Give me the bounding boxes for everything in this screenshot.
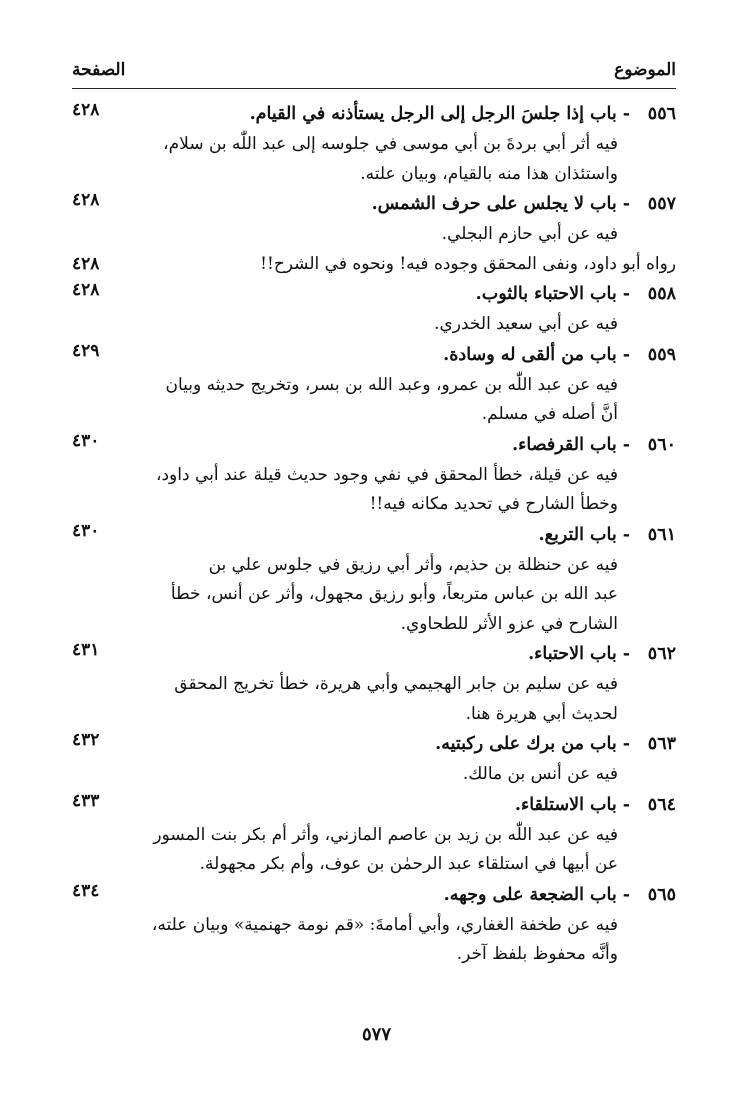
entry-description-line: فيه عن قيلة، خطأ المحقق في نفي وجود حديث قيلة عند أبي داود، — [155, 464, 618, 485]
entry-description-line: فيه عن طخفة الغفاري، وأبي أمامةَ: «قم نومة جهنمية» وبيان علته، — [151, 914, 618, 935]
index-entry — [72, 430, 676, 520]
index-page — [72, 52, 676, 1052]
entry-title: باب القرفصاء. — [512, 434, 617, 455]
entry-dash: - — [622, 644, 630, 664]
entry-title-line — [72, 790, 676, 821]
index-entry — [72, 639, 676, 729]
entry-number: ٥٦١ — [647, 524, 676, 545]
entry-description-line: وخطأ الشارح في تحديد مكانه فيه!! — [369, 494, 618, 514]
entry-title-line — [72, 99, 676, 130]
index-entry — [72, 880, 676, 970]
entry-title: باب الاحتباء بالثوب. — [475, 284, 617, 304]
entry-description-line: فيه عن سليم بن جابر الهجيمي وأبي هريرة، خطأ تخريج المحقق — [174, 674, 618, 694]
entry-number: ٥٥٧ — [647, 194, 676, 214]
index-entry — [72, 790, 676, 880]
entry-description-line: فيه عن حنظلة بن حذيم، وأثر أبي رزيق في جلوس علي بن — [208, 554, 618, 575]
entry-number: ٥٦٥ — [647, 884, 676, 905]
entry-description-line: الشارح في عزو الأثر للطحاوي. — [400, 613, 618, 634]
entry-dash: - — [622, 734, 630, 754]
entry-title-line — [72, 520, 676, 551]
entry-description-line: فيه عن عبد اللّٰه بن زيد بن عاصم المازني، وأثر أم بكر بنت المسور — [153, 824, 618, 845]
entry-dash: - — [622, 524, 630, 545]
index-entry — [72, 340, 676, 430]
entry-page-number: ٤٣٢ — [72, 730, 100, 750]
entry-title: باب لا يجلس على حرف الشمس. — [371, 194, 617, 214]
entry-page-number: ٤٣٣ — [72, 790, 100, 811]
entry-page-number: ٤٣٠ — [72, 430, 100, 451]
entry-title-line — [72, 189, 676, 220]
entry-description-line: فيه عن أبي حازم البجلي. — [441, 224, 618, 244]
entry-description-line: فيه عن أبي سعيد الخدري. — [434, 314, 618, 334]
entry-page-number: ٤٢٨ — [72, 100, 100, 120]
index-entry — [72, 99, 676, 189]
index-entry — [72, 279, 676, 340]
entry-note-text: رواه أبو داود، ونفى المحقق وجوده فيه! ونحوه في الشرح!! — [260, 253, 676, 274]
entry-title: باب الضجعة على وجهه. — [443, 884, 617, 905]
index-entries — [72, 99, 676, 970]
entry-page-number: ٤٣٠ — [72, 520, 100, 541]
entry-number: ٥٦٢ — [647, 644, 676, 664]
entry-dash: - — [622, 884, 630, 905]
entry-page-number: ٤٣٤ — [72, 880, 100, 901]
entry-number: ٥٦٣ — [647, 734, 676, 754]
entry-page-number: ٤٢٩ — [72, 340, 100, 361]
entry-title: باب من برك على ركبتيه. — [435, 734, 617, 754]
entry-dash: - — [622, 284, 630, 304]
entry-title-line — [72, 279, 676, 310]
entry-dash: - — [622, 344, 630, 365]
index-entry — [72, 729, 676, 790]
entry-page-number: ٤٢٨ — [72, 280, 100, 300]
entry-title: باب إذا جلسَ الرجل إلى الرجل يستأذنه في القيام. — [249, 104, 617, 124]
entry-number: ٥٥٨ — [647, 284, 676, 304]
entry-title-line — [72, 639, 676, 670]
entry-description-line: واستئذان هذا منه بالقيام، وبيان علته. — [360, 163, 618, 184]
entry-note-line — [72, 250, 676, 280]
entry-dash: - — [622, 194, 630, 214]
page-column-label: الصفحة — [72, 60, 126, 80]
page-number: ٥٧٧ — [361, 1024, 391, 1045]
entry-number: ٥٦٠ — [647, 434, 676, 455]
entry-description-line: وأنَّه محفوظ بلفظ آخر. — [456, 944, 618, 964]
entry-title-line — [72, 880, 676, 911]
entry-dash: - — [622, 104, 630, 124]
entry-title: باب الاحتباء. — [528, 644, 617, 664]
entry-title-line — [72, 729, 676, 760]
entry-title-line — [72, 430, 676, 461]
index-entry — [72, 520, 676, 640]
entry-title: باب من ألقى له وسادة. — [443, 344, 617, 365]
entry-number: ٥٥٩ — [647, 344, 676, 365]
entry-description-line: لحديث أبي هريرة هنا. — [465, 703, 618, 724]
entry-description-line: عن أبيها في استلقاء عبد الرحمٰن بن عوف، وأم بكر مجهولة. — [199, 854, 618, 874]
entry-description-line: أنَّ أصله في مسلم. — [481, 404, 618, 424]
entry-note-page-number: ٤٢٨ — [72, 253, 100, 274]
index-entry — [72, 189, 676, 279]
entry-dash: - — [622, 794, 630, 815]
entry-title: باب التربع. — [538, 524, 617, 545]
entry-description-line: فيه عن أنس بن مالك. — [462, 764, 618, 784]
entry-title-line — [72, 340, 676, 371]
entry-dash: - — [622, 434, 630, 455]
topic-column-label: الموضوع — [614, 60, 676, 80]
entry-page-number: ٤٢٨ — [72, 190, 100, 210]
entry-description-line: فيه عن عبد اللّٰه بن عمرو، وعبد الله بن بسر، وتخريج حديثه وبيان — [165, 374, 618, 395]
entry-number: ٥٦٤ — [647, 794, 676, 815]
entry-number: ٥٥٦ — [647, 104, 676, 124]
entry-title: باب الاستلقاء. — [514, 794, 617, 815]
entry-description-line: عبد الله بن عباس متربعاً، وأبو رزيق مجهول، وأثر عن أنس، خطأ — [170, 584, 618, 604]
table-header — [72, 52, 676, 89]
entry-description-line: فيه أثر أبي بردةَ بن أبي موسى في جلوسه إلى عبد اللّٰه بن سلام، — [163, 134, 618, 154]
entry-page-number: ٤٣١ — [72, 640, 100, 660]
